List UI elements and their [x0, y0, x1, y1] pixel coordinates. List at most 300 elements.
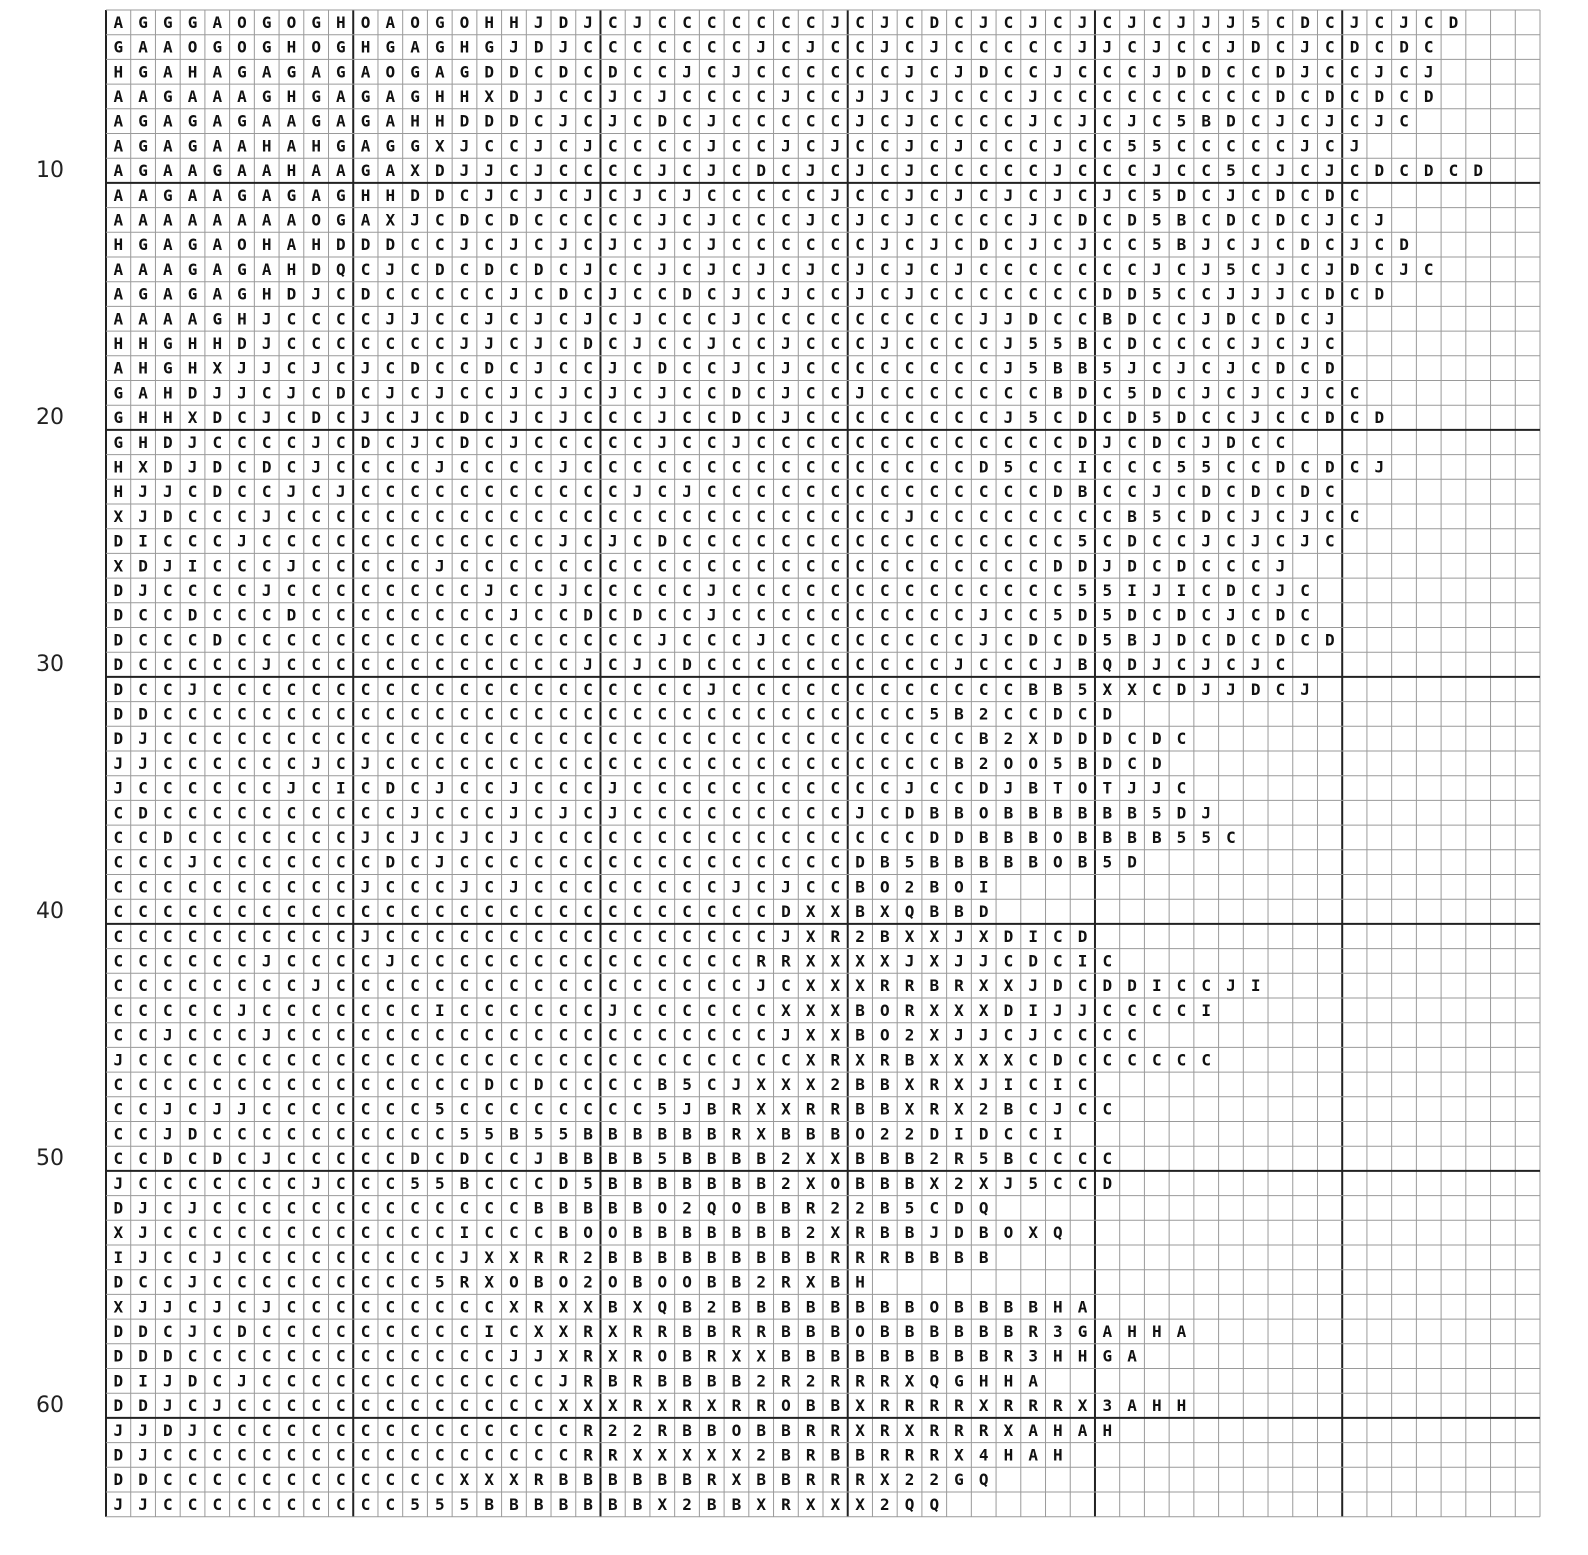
grid-cell-symbol: C — [1399, 86, 1409, 106]
grid-cell-symbol: C — [138, 1050, 148, 1070]
grid-cell-symbol: J — [978, 12, 989, 32]
grid-cell-symbol: C — [1250, 630, 1261, 650]
grid-cell-symbol: J — [1325, 111, 1335, 131]
grid-cell-symbol: J — [657, 86, 668, 106]
grid-cell-symbol: C — [113, 1099, 124, 1119]
grid-cell-symbol: 5 — [1151, 803, 1162, 823]
grid-cell-symbol: C — [385, 1099, 396, 1119]
grid-cell-symbol: C — [212, 506, 223, 526]
grid-cell-symbol: J — [509, 1346, 519, 1366]
grid-cell-symbol: C — [1151, 333, 1162, 353]
grid-cell-symbol: C — [632, 1050, 643, 1070]
grid-cell-symbol: C — [558, 778, 569, 798]
grid-cell-symbol: C — [459, 1000, 470, 1020]
grid-cell-symbol: J — [509, 803, 519, 823]
grid-cell-symbol: C — [533, 803, 544, 823]
grid-cell-symbol: C — [929, 457, 940, 477]
grid-cell-symbol: C — [731, 630, 742, 650]
grid-cell-symbol: C — [1102, 111, 1113, 131]
grid-cell-symbol: D — [1053, 556, 1063, 576]
grid-cell-symbol: R — [830, 1470, 841, 1490]
grid-cell-symbol: C — [1028, 62, 1038, 82]
grid-cell-symbol: C — [929, 506, 940, 526]
grid-cell-symbol: J — [1250, 531, 1261, 551]
grid-cell-symbol: C — [954, 383, 964, 403]
grid-cell-symbol: A — [286, 136, 297, 156]
grid-cell-symbol: C — [484, 506, 495, 526]
grid-cell-symbol: B — [657, 1371, 668, 1391]
grid-cell-symbol: I — [138, 531, 148, 551]
grid-cell-symbol: D — [978, 235, 989, 255]
grid-cell-symbol: J — [261, 333, 272, 353]
grid-cell-symbol: J — [1201, 531, 1212, 551]
grid-cell-symbol: C — [855, 679, 865, 699]
grid-cell-symbol: C — [558, 1000, 569, 1020]
grid-cell-symbol: I — [1077, 951, 1088, 971]
grid-cell-symbol: C — [830, 531, 841, 551]
grid-cell-symbol: C — [187, 1025, 198, 1045]
grid-cell-symbol: R — [558, 1247, 569, 1267]
grid-cell-symbol: C — [311, 383, 321, 403]
grid-cell-symbol: J — [261, 1149, 272, 1169]
grid-cell-symbol: C — [1102, 1099, 1113, 1119]
grid-cell-symbol: C — [1275, 432, 1286, 452]
grid-cell-symbol: C — [682, 630, 692, 650]
grid-cell-symbol: D — [1102, 729, 1113, 749]
grid-cell-symbol: C — [1028, 284, 1038, 304]
grid-cell-symbol: C — [336, 1074, 346, 1094]
grid-cell-symbol: C — [558, 432, 569, 452]
grid-cell-symbol: C — [533, 1223, 544, 1243]
grid-cell-symbol: C — [583, 210, 593, 230]
grid-cell-symbol: C — [682, 926, 692, 946]
grid-cell-symbol: J — [162, 1297, 173, 1317]
grid-cell-symbol: H — [187, 333, 198, 353]
grid-cell-symbol: C — [1275, 333, 1286, 353]
grid-cell-symbol: J — [1300, 37, 1310, 57]
grid-cell-symbol: C — [1003, 383, 1014, 403]
grid-cell-symbol: J — [1349, 136, 1360, 156]
grid-cell-symbol: B — [954, 1321, 964, 1341]
grid-cell-symbol: J — [1399, 259, 1409, 279]
grid-cell-symbol: C — [608, 951, 618, 971]
grid-cell-symbol: C — [410, 1050, 420, 1070]
grid-cell-symbol: R — [904, 976, 915, 996]
grid-cell-symbol: C — [162, 778, 173, 798]
grid-cell-symbol: G — [360, 111, 371, 131]
grid-cell-symbol: C — [533, 235, 544, 255]
grid-cell-symbol: C — [261, 902, 272, 922]
grid-cell-symbol: C — [509, 333, 519, 353]
grid-cell-symbol: C — [336, 457, 346, 477]
grid-cell-symbol: C — [385, 1297, 396, 1317]
grid-cell-symbol: X — [509, 1297, 519, 1317]
grid-cell-symbol: C — [805, 383, 816, 403]
grid-cell-symbol: C — [682, 37, 692, 57]
grid-cell-symbol: B — [830, 1321, 841, 1341]
grid-cell-symbol: A — [162, 259, 173, 279]
grid-cell-symbol: A — [138, 86, 148, 106]
grid-cell-symbol: C — [781, 161, 791, 181]
grid-cell-symbol: X — [978, 1000, 989, 1020]
grid-cell-symbol: B — [657, 1124, 668, 1144]
grid-cell-symbol: C — [583, 235, 593, 255]
grid-cell-symbol: D — [237, 1321, 247, 1341]
grid-cell-symbol: D — [978, 62, 989, 82]
grid-cell-symbol: X — [929, 1000, 940, 1020]
grid-cell-symbol: B — [583, 1124, 593, 1144]
grid-cell-symbol: C — [781, 37, 791, 57]
grid-cell-symbol: C — [162, 852, 173, 872]
grid-cell-symbol: C — [162, 951, 173, 971]
grid-cell-symbol: R — [879, 1371, 890, 1391]
grid-cell-symbol: C — [608, 1025, 618, 1045]
grid-cell-symbol: C — [336, 655, 346, 675]
grid-cell-symbol: C — [1201, 358, 1212, 378]
grid-cell-symbol: D — [1473, 161, 1484, 181]
grid-cell-symbol: 2 — [756, 1445, 767, 1465]
grid-cell-symbol: C — [385, 877, 396, 897]
grid-cell-symbol: D — [558, 1173, 569, 1193]
grid-cell-symbol: C — [657, 136, 668, 156]
grid-cell-symbol: C — [113, 852, 124, 872]
grid-cell-symbol: C — [1300, 358, 1310, 378]
grid-cell-symbol: X — [731, 1470, 742, 1490]
grid-cell-symbol: 4 — [978, 1445, 989, 1465]
grid-cell-symbol: D — [1151, 753, 1162, 773]
grid-cell-symbol: C — [632, 136, 643, 156]
grid-cell-symbol: R — [879, 1445, 890, 1465]
grid-cell-symbol: R — [1053, 1396, 1063, 1416]
grid-cell-symbol: C — [360, 1198, 371, 1218]
grid-cell-symbol: C — [410, 1297, 420, 1317]
grid-cell-symbol: C — [904, 432, 915, 452]
grid-cell-symbol: T — [1102, 778, 1113, 798]
grid-cell-symbol: C — [336, 1050, 346, 1070]
grid-cell-symbol: D — [954, 1198, 964, 1218]
grid-cell-symbol: J — [261, 1025, 272, 1045]
grid-cell-symbol: B — [756, 1297, 767, 1317]
grid-cell-symbol: J — [410, 408, 420, 428]
grid-cell-symbol: C — [187, 482, 198, 502]
grid-cell-symbol: C — [706, 1050, 717, 1070]
grid-cell-symbol: C — [706, 877, 717, 897]
grid-cell-symbol: J — [484, 333, 495, 353]
grid-cell-symbol: C — [237, 408, 247, 428]
grid-cell-symbol: J — [212, 1099, 223, 1119]
grid-cell-symbol: C — [756, 1000, 767, 1020]
grid-cell-symbol: C — [1250, 111, 1261, 131]
grid-cell-symbol: C — [162, 1198, 173, 1218]
grid-cell-symbol: C — [558, 951, 569, 971]
grid-cell-symbol: B — [904, 1223, 915, 1243]
grid-cell-symbol: C — [509, 1025, 519, 1045]
grid-cell-symbol: C — [608, 679, 618, 699]
grid-cell-symbol: J — [1176, 358, 1187, 378]
grid-cell-symbol: B — [805, 1346, 816, 1366]
grid-cell-symbol: B — [533, 1198, 544, 1218]
grid-cell-symbol: B — [682, 1173, 692, 1193]
grid-cell-symbol: D — [1226, 580, 1236, 600]
grid-cell-symbol: C — [261, 531, 272, 551]
grid-cell-symbol: C — [978, 679, 989, 699]
grid-cell-symbol: C — [682, 1050, 692, 1070]
grid-cell-symbol: C — [212, 852, 223, 872]
grid-cell-symbol: 2 — [954, 1173, 964, 1193]
grid-cell-symbol: C — [360, 951, 371, 971]
grid-cell-symbol: J — [113, 1420, 124, 1440]
grid-cell-symbol: C — [608, 902, 618, 922]
grid-cell-symbol: C — [410, 506, 420, 526]
grid-cell-symbol: C — [484, 704, 495, 724]
grid-cell-symbol: C — [1176, 161, 1187, 181]
grid-cell-symbol: C — [731, 803, 742, 823]
grid-cell-symbol: C — [706, 778, 717, 798]
grid-cell-symbol: C — [459, 902, 470, 922]
grid-cell-symbol: C — [261, 704, 272, 724]
grid-cell-symbol: C — [286, 580, 297, 600]
grid-cell-symbol: C — [608, 1074, 618, 1094]
grid-cell-symbol: H — [509, 12, 519, 32]
grid-cell-symbol: C — [410, 778, 420, 798]
grid-cell-symbol: C — [212, 1000, 223, 1020]
grid-cell-symbol: T — [1053, 778, 1063, 798]
grid-cell-symbol: O — [410, 12, 420, 32]
grid-cell-symbol: C — [360, 803, 371, 823]
grid-cell-symbol: C — [385, 408, 396, 428]
grid-cell-symbol: C — [904, 580, 915, 600]
grid-cell-symbol: J — [657, 259, 668, 279]
grid-cell-symbol: C — [632, 852, 643, 872]
grid-cell-symbol: C — [830, 482, 841, 502]
grid-cell-symbol: C — [1176, 778, 1187, 798]
grid-cell-symbol: X — [904, 1420, 915, 1440]
grid-cell-symbol: C — [558, 753, 569, 773]
grid-cell-symbol: D — [1028, 951, 1038, 971]
grid-cell-symbol: R — [954, 1396, 964, 1416]
grid-cell-symbol: J — [311, 1173, 321, 1193]
grid-cell-symbol: C — [657, 12, 668, 32]
grid-cell-symbol: B — [1053, 679, 1063, 699]
grid-cell-symbol: C — [1028, 1124, 1038, 1144]
grid-cell-symbol: B — [558, 1223, 569, 1243]
grid-cell-symbol: C — [237, 704, 247, 724]
grid-cell-symbol: B — [1003, 1099, 1014, 1119]
grid-cell-symbol: C — [855, 62, 865, 82]
grid-cell-symbol: J — [410, 803, 420, 823]
grid-cell-symbol: A — [385, 161, 396, 181]
grid-cell-symbol: 5 — [1201, 457, 1212, 477]
grid-cell-symbol: C — [509, 1321, 519, 1341]
grid-cell-symbol: A — [286, 235, 297, 255]
grid-cell-symbol: C — [484, 1099, 495, 1119]
grid-cell-symbol: J — [113, 753, 124, 773]
grid-cell-symbol: C — [731, 1050, 742, 1070]
grid-cell-symbol: G — [187, 111, 198, 131]
grid-cell-symbol: C — [1102, 408, 1113, 428]
grid-cell-symbol: C — [1003, 556, 1014, 576]
grid-cell-symbol: G — [237, 185, 247, 205]
grid-cell-symbol: C — [459, 605, 470, 625]
grid-cell-symbol: C — [286, 902, 297, 922]
grid-cell-symbol: J — [311, 432, 321, 452]
grid-cell-symbol: H — [113, 482, 124, 502]
grid-cell-symbol: I — [113, 1247, 124, 1267]
grid-cell-symbol: A — [360, 136, 371, 156]
grid-cell-symbol: C — [336, 1223, 346, 1243]
grid-cell-symbol: C — [682, 383, 692, 403]
grid-cell-symbol: C — [682, 877, 692, 897]
grid-cell-symbol: G — [187, 12, 198, 32]
grid-cell-symbol: C — [162, 926, 173, 946]
grid-cell-symbol: C — [484, 1149, 495, 1169]
grid-cell-symbol: C — [731, 259, 742, 279]
grid-cell-symbol: C — [1374, 259, 1385, 279]
grid-cell-symbol: C — [311, 902, 321, 922]
grid-cell-symbol: C — [1077, 136, 1088, 156]
grid-cell-symbol: C — [805, 753, 816, 773]
grid-cell-symbol: C — [360, 531, 371, 551]
grid-cell-symbol: 5 — [1151, 210, 1162, 230]
grid-cell-symbol: C — [459, 457, 470, 477]
grid-cell-symbol: O — [237, 12, 247, 32]
grid-cell-symbol: B — [1077, 655, 1088, 675]
grid-cell-symbol: C — [509, 482, 519, 502]
grid-cell-symbol: C — [1176, 655, 1187, 675]
grid-cell-symbol: J — [138, 506, 148, 526]
grid-cell-symbol: G — [261, 12, 272, 32]
grid-cell-symbol: C — [286, 1346, 297, 1366]
grid-cell-symbol: C — [954, 432, 964, 452]
grid-cell-symbol: C — [608, 457, 618, 477]
grid-cell-symbol: C — [113, 926, 124, 946]
grid-cell-symbol: C — [682, 729, 692, 749]
grid-cell-symbol: C — [138, 605, 148, 625]
grid-cell-symbol: R — [632, 1321, 643, 1341]
grid-cell-symbol: D — [162, 1149, 173, 1169]
grid-cell-symbol: C — [805, 482, 816, 502]
grid-cell-symbol: X — [855, 1050, 865, 1070]
grid-cell-symbol: C — [459, 1371, 470, 1391]
grid-cell-symbol: B — [1028, 852, 1038, 872]
grid-cell-symbol: J — [954, 185, 964, 205]
grid-cell-symbol: B — [558, 1470, 569, 1490]
grid-cell-symbol: C — [805, 827, 816, 847]
grid-cell-symbol: C — [706, 926, 717, 946]
grid-cell-symbol: C — [212, 951, 223, 971]
grid-cell-symbol: J — [509, 877, 519, 897]
grid-cell-symbol: C — [286, 1223, 297, 1243]
grid-cell-symbol: C — [484, 630, 495, 650]
grid-cell-symbol: C — [237, 605, 247, 625]
grid-cell-symbol: C — [212, 655, 223, 675]
grid-cell-symbol: C — [286, 630, 297, 650]
grid-cell-symbol: C — [1226, 62, 1236, 82]
grid-cell-symbol: D — [929, 827, 940, 847]
grid-cell-symbol: C — [781, 259, 791, 279]
grid-cell-symbol: C — [212, 926, 223, 946]
grid-cell-symbol: J — [608, 284, 618, 304]
grid-cell-symbol: C — [138, 1272, 148, 1292]
grid-cell-symbol: C — [385, 1346, 396, 1366]
grid-cell-symbol: C — [434, 679, 445, 699]
grid-cell-symbol: B — [781, 1223, 791, 1243]
grid-cell-symbol: C — [978, 358, 989, 378]
grid-cell-symbol: C — [929, 111, 940, 131]
grid-cell-symbol: C — [212, 753, 223, 773]
grid-cell-symbol: J — [978, 605, 989, 625]
grid-cell-symbol: D — [1325, 284, 1335, 304]
grid-cell-symbol: C — [509, 1396, 519, 1416]
grid-cell-symbol: C — [1003, 506, 1014, 526]
grid-cell-symbol: C — [261, 1198, 272, 1218]
grid-cell-symbol: C — [583, 902, 593, 922]
grid-cell-symbol: C — [1102, 235, 1113, 255]
grid-cell-symbol: C — [978, 580, 989, 600]
grid-cell-symbol: C — [237, 877, 247, 897]
grid-cell-symbol: J — [138, 753, 148, 773]
grid-cell-symbol: J — [459, 877, 470, 897]
grid-cell-symbol: B — [904, 1346, 915, 1366]
grid-cell-symbol: C — [1102, 383, 1113, 403]
grid-cell-symbol: A — [212, 62, 223, 82]
grid-cell-symbol: C — [632, 976, 643, 996]
grid-cell-symbol: C — [1300, 457, 1310, 477]
grid-cell-symbol: 2 — [929, 1470, 940, 1490]
grid-cell-symbol: J — [855, 383, 865, 403]
grid-cell-symbol: C — [1003, 951, 1014, 971]
grid-cell-symbol: C — [237, 778, 247, 798]
grid-cell-symbol: B — [558, 1494, 569, 1514]
grid-cell-symbol: C — [1028, 161, 1038, 181]
grid-cell-symbol: C — [731, 86, 742, 106]
grid-cell-symbol: C — [533, 408, 544, 428]
grid-cell-symbol: C — [781, 556, 791, 576]
grid-cell-symbol: C — [484, 827, 495, 847]
grid-cell-symbol: D — [360, 432, 371, 452]
grid-cell-symbol: C — [237, 976, 247, 996]
grid-cell-symbol: J — [781, 877, 791, 897]
grid-cell-symbol: C — [434, 1025, 445, 1045]
grid-cell-symbol: J — [1349, 12, 1360, 32]
grid-cell-symbol: C — [904, 605, 915, 625]
grid-cell-symbol: C — [459, 284, 470, 304]
grid-cell-symbol: B — [558, 1198, 569, 1218]
grid-cell-symbol: C — [385, 902, 396, 922]
grid-cell-symbol: X — [484, 1272, 495, 1292]
grid-cell-symbol: O — [1028, 753, 1038, 773]
grid-cell-symbol: J — [261, 951, 272, 971]
grid-cell-symbol: D — [1102, 704, 1113, 724]
grid-cell-symbol: C — [706, 655, 717, 675]
grid-cell-symbol: H — [237, 309, 247, 329]
grid-cell-symbol: C — [1028, 1149, 1038, 1169]
grid-cell-symbol: C — [682, 531, 692, 551]
grid-cell-symbol: C — [113, 1149, 124, 1169]
grid-cell-symbol: C — [286, 704, 297, 724]
grid-cell-symbol: C — [657, 309, 668, 329]
grid-cell-symbol: J — [978, 630, 989, 650]
grid-cell-symbol: J — [657, 161, 668, 181]
grid-cell-symbol: C — [1399, 111, 1409, 131]
grid-cell-symbol: D — [1077, 432, 1088, 452]
grid-cell-symbol: X — [954, 1074, 964, 1094]
grid-cell-symbol: C — [632, 37, 643, 57]
grid-cell-symbol: B — [830, 1124, 841, 1144]
grid-cell-symbol: C — [1102, 136, 1113, 156]
grid-cell-symbol: D — [385, 235, 396, 255]
grid-cell-symbol: C — [336, 1470, 346, 1490]
